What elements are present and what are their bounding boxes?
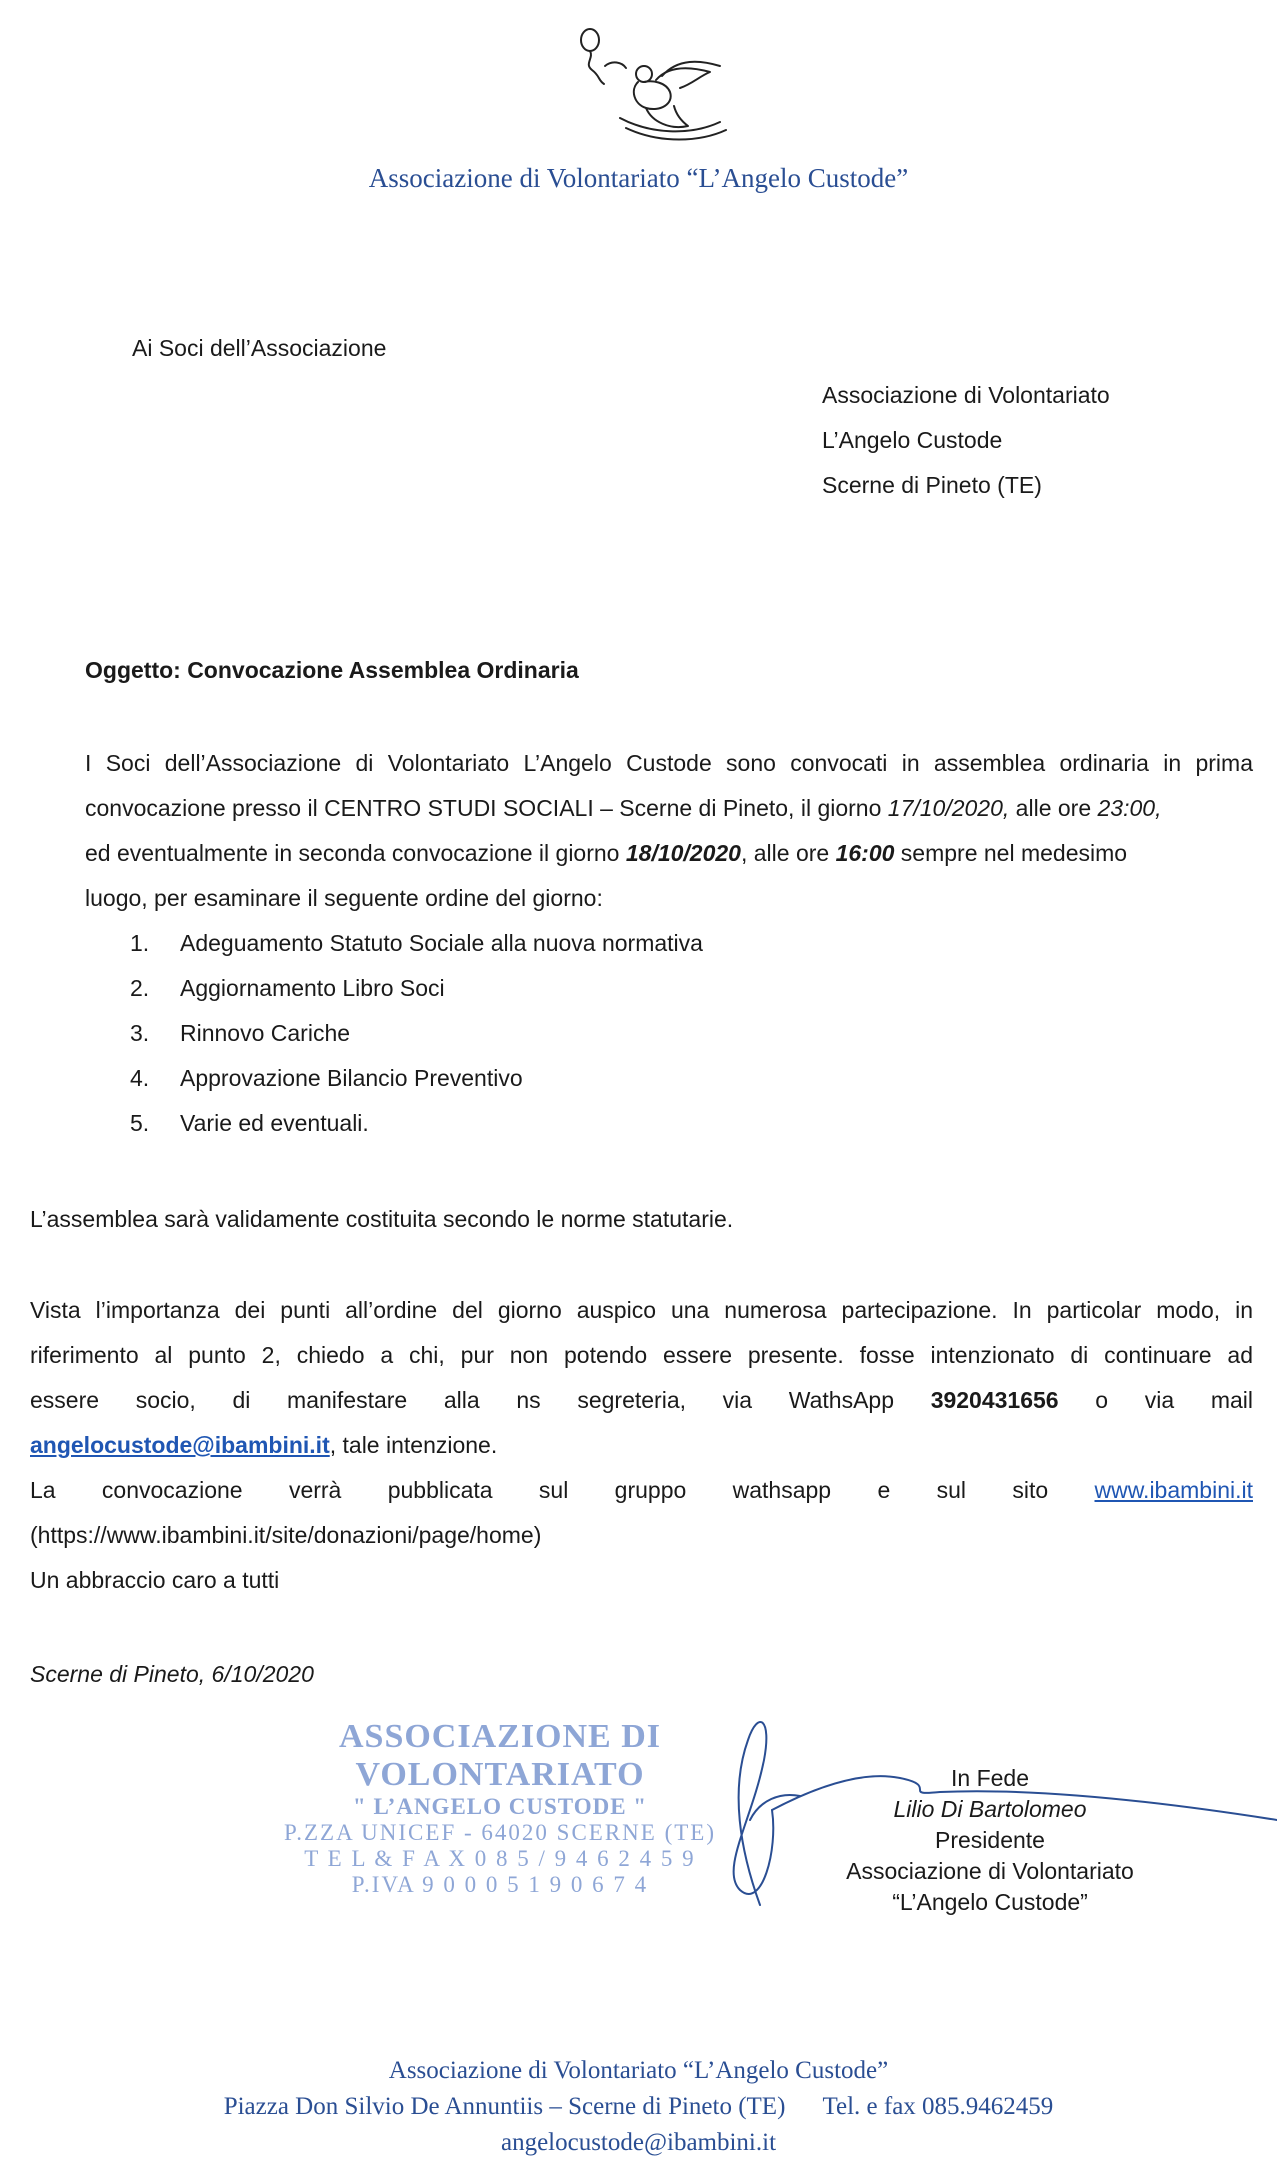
date-place: Scerne di Pineto, 6/10/2020: [30, 1661, 314, 1687]
convocation-text: sempre nel medesimo: [894, 840, 1128, 866]
stamp-line: P.IVA 9 0 0 0 5 1 9 0 6 7 4: [351, 1872, 649, 1897]
angel-with-balloon-icon: [560, 18, 730, 158]
list-text: Rinnovo Cariche: [180, 1020, 351, 1046]
list-number: 4.: [130, 1065, 150, 1091]
convocation-text: convocazione presso il CENTRO STUDI SOCIALI – Scerne di Pineto, il giorno: [85, 795, 888, 821]
stamp-line: ASSOCIAZIONE DI VOLONTARIATO: [338, 1718, 662, 1793]
list-item: [130, 1020, 350, 1047]
body-line-2: riferimento al punto 2, chiedo a chi, pur non potendo essere presente. fosse intenzionato di continuare ad: [30, 1342, 1253, 1368]
stamp-line: P.ZZA UNICEF - 64020 SCERNE (TE): [284, 1820, 716, 1845]
body-line-4: [30, 1432, 1253, 1459]
convocation-text: ed eventualmente in seconda convocazione il giorno: [85, 840, 626, 866]
convocation-line-1: I Soci dell’Associazione di Volontariato L’Angelo Custode sono convocati in assemblea ordinaria in prima: [85, 750, 1253, 776]
body-line-1: Vista l’importanza dei punti all’ordine del giorno auspico una numerosa partecipazione. In particolar modo, in: [30, 1297, 1253, 1323]
list-text: Approvazione Bilancio Preventivo: [180, 1065, 523, 1091]
list-number: 2.: [130, 975, 150, 1001]
stamp-line: " L’ANGELO CUSTODE ": [352, 1794, 648, 1819]
first-time: 23:00,: [1097, 795, 1162, 821]
list-item: [130, 975, 445, 1002]
subject-line: Oggetto: Convocazione Assemblea Ordinaria: [85, 657, 579, 683]
second-time: 16:00: [835, 840, 895, 866]
sender-address-line-2: L’Angelo Custode: [822, 427, 1003, 453]
footer-line-1: Associazione di Volontariato “L’Angelo Custode”: [388, 2057, 889, 2084]
header-title: Associazione di Volontariato “L’Angelo Custode”: [368, 163, 909, 193]
convocation-line-2: [85, 786, 1161, 831]
list-item: [130, 930, 703, 957]
body-text: La convocazione verrà pubblicata sul gruppo wathsapp e sul sito: [30, 1477, 1095, 1503]
closing: In Fede: [951, 1765, 1029, 1791]
list-number: 3.: [130, 1020, 150, 1046]
list-text: Varie ed eventuali.: [180, 1110, 369, 1136]
validity-statement: L’assemblea sarà validamente costituita secondo le norme statutarie.: [30, 1206, 734, 1232]
body-text: essere socio, di manifestare alla ns segreteria, via WathsApp: [30, 1387, 931, 1413]
body-text: , tale intenzione.: [329, 1432, 498, 1458]
stamp-line: T E L & F A X 0 8 5 / 9 4 6 2 4 5 9: [304, 1846, 696, 1871]
signer-name: Lilio Di Bartolomeo: [893, 1796, 1087, 1822]
phone-number: 3920431656: [930, 1387, 1059, 1413]
footer-line-2: Piazza Don Silvio De Annuntiis – Scerne di Pineto (TE) Tel. e fax 085.9462459: [223, 2093, 1054, 2120]
website-link[interactable]: www.ibambini.it: [1094, 1477, 1253, 1503]
body-line-7: Un abbraccio caro a tutti: [30, 1567, 280, 1593]
sender-address-line-3: Scerne di Pineto (TE): [822, 472, 1042, 498]
convocation-line-3: [85, 831, 1127, 876]
list-text: Adeguamento Statuto Sociale alla nuova normativa: [180, 930, 703, 956]
signer-org-name: “L’Angelo Custode”: [892, 1889, 1088, 1915]
body-text: o via mail: [1058, 1387, 1253, 1413]
body-line-3: [30, 1387, 1253, 1414]
first-date: 17/10/2020,: [887, 795, 1010, 821]
recipient-line: Ai Soci dell’Associazione: [132, 335, 387, 361]
body-line-5: [30, 1477, 1253, 1504]
list-item: [130, 1110, 369, 1137]
convocation-line-4: luogo, per esaminare il seguente ordine del giorno:: [85, 885, 603, 911]
email-link[interactable]: angelocustode@ibambini.it: [30, 1432, 330, 1458]
signer-role: Presidente: [935, 1827, 1045, 1853]
list-number: 5.: [130, 1110, 150, 1136]
list-item: [130, 1065, 523, 1092]
list-text: Aggiornamento Libro Soci: [180, 975, 445, 1001]
convocation-text: alle ore: [1009, 795, 1098, 821]
signature-block: [770, 1763, 1210, 1918]
body-line-6: (https://www.ibambini.it/site/donazioni/page/home): [30, 1522, 542, 1548]
footer-email: angelocustode@ibambini.it: [500, 2129, 777, 2156]
list-number: 1.: [130, 930, 150, 956]
second-date: 18/10/2020: [625, 840, 741, 866]
sender-address-line-1: Associazione di Volontariato: [822, 382, 1110, 408]
signer-org: Associazione di Volontariato: [846, 1858, 1134, 1884]
association-stamp: [265, 1718, 735, 1898]
convocation-text: , alle ore: [740, 840, 836, 866]
